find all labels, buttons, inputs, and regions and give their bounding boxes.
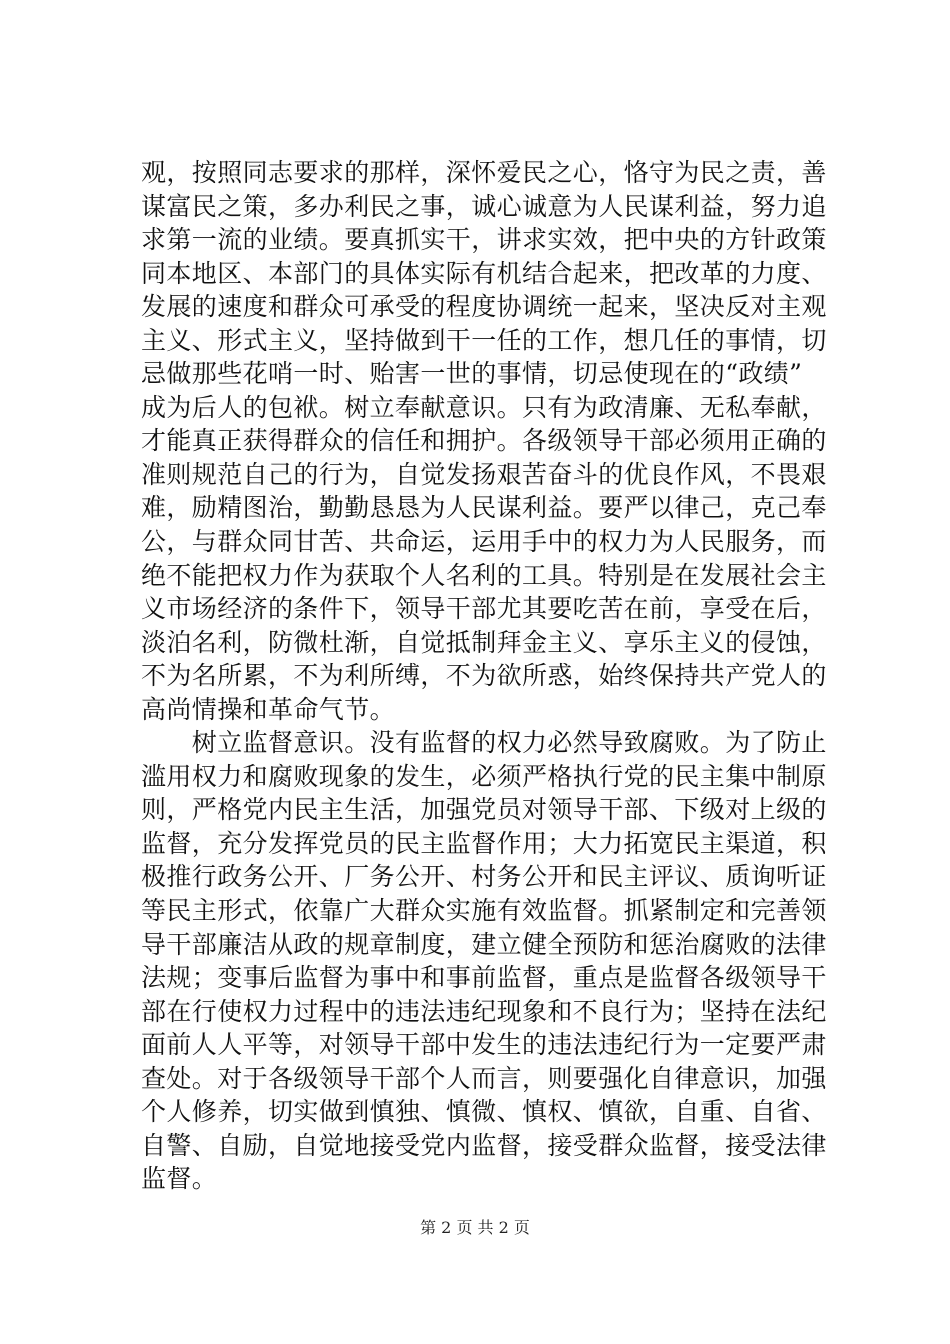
text-line: 成为后人的包袱。树立奉献意识。只有为政清廉、无私奉献， (141, 392, 827, 422)
text-line: 个人修养，切实做到慎独、慎微、慎权、慎欲，自重、自省、 (141, 1097, 827, 1127)
text-line: 公，与群众同甘苦、共命运，运用手中的权力为人民服务，而 (141, 527, 827, 557)
text-line: 主义、形式主义，坚持做到干一任的工作，想几任的事情，切 (141, 325, 827, 355)
text-line: 不为名所累，不为利所缚，不为欲所惑，始终保持共产党人的 (141, 661, 827, 691)
text-line: 才能真正获得群众的信任和拥护。各级领导干部必须用正确的 (141, 426, 827, 456)
text-line: 义市场经济的条件下，领导干部尤其要吃苦在前，享受在后， (141, 594, 827, 624)
text-line: 极推行政务公开、厂务公开、村务公开和民主评议、质询听证 (141, 862, 827, 892)
text-line: 则，严格党内民主生活，加强党员对领导干部、下级对上级的 (141, 795, 827, 825)
text-line: 绝不能把权力作为获取个人名利的工具。特别是在发展社会主 (141, 560, 827, 590)
text-line: 等民主形式，依靠广大群众实施有效监督。抓紧制定和完善领 (141, 896, 827, 926)
text-line: 准则规范自己的行为，自觉发扬艰苦奋斗的优良作风，不畏艰 (141, 459, 827, 489)
text-line: 发展的速度和群众可承受的程度协调统一起来，坚决反对主观 (141, 292, 827, 322)
text-line: 部在行使权力过程中的违法违纪现象和不良行为；坚持在法纪 (141, 996, 827, 1026)
text-line: 难，励精图治，勤勤恳恳为人民谋利益。要严以律己，克己奉 (141, 493, 827, 523)
text-line: 谋富民之策，多办利民之事，诚心诚意为人民谋利益，努力追 (141, 191, 827, 221)
text-line: 淡泊名利，防微杜渐，自觉抵制拜金主义、享乐主义的侵蚀， (141, 627, 827, 657)
text-line: 滥用权力和腐败现象的发生，必须严格执行党的民主集中制原 (141, 761, 827, 791)
text-line: 法规；变事后监督为事中和事前监督，重点是监督各级领导干 (141, 963, 827, 993)
text-line: 树立监督意识。没有监督的权力必然导致腐败。为了防止 (141, 728, 827, 758)
text-line: 忌做那些花哨一时、贻害一世的事情，切忌使现在的“政绩” (141, 359, 803, 389)
text-line: 监督。 (141, 1164, 218, 1194)
text-line: 观，按照同志要求的那样，深怀爱民之心，恪守为民之责，善 (141, 158, 827, 187)
text-line: 监督，充分发挥党员的民主监督作用；大力拓宽民主渠道，积 (141, 828, 827, 858)
text-line: 面前人人平等，对领导干部中发生的违法违纪行为一定要严肃 (141, 1030, 827, 1060)
text-line: 导干部廉洁从政的规章制度，建立健全预防和惩治腐败的法律 (141, 929, 827, 959)
body-text (141, 156, 827, 1196)
text-line: 自警、自励，自觉地接受党内监督，接受群众监督，接受法律 (141, 1130, 827, 1160)
text-line: 查处。对于各级领导干部个人而言，则要强化自律意识，加强 (141, 1063, 827, 1093)
page-number-footer: 第 2 页 共 2 页 (420, 1218, 530, 1237)
text-line: 求第一流的业绩。要真抓实干，讲求实效，把中央的方针政策 (141, 225, 827, 255)
text-line: 同本地区、本部门的具体实际有机结合起来，把改革的力度、 (141, 258, 827, 288)
text-line: 高尚情操和革命气节。 (141, 694, 396, 724)
